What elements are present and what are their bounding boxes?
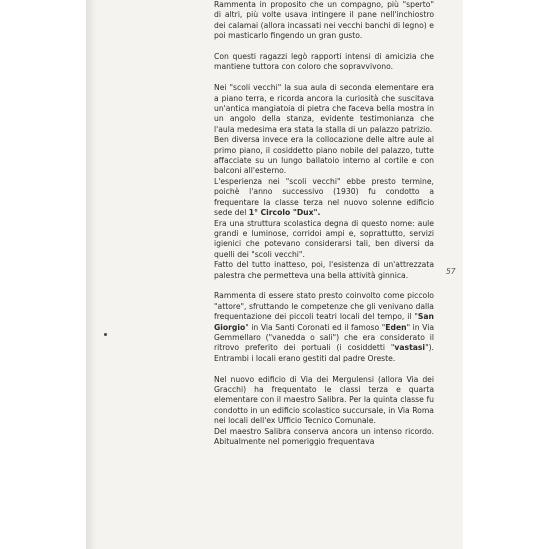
paragraph-amicizia: Con questi ragazzi legò rapporti intensi di amicizia che mantiene tuttora con coloro che sopravvivono. bbox=[214, 52, 434, 72]
paragraph-gap bbox=[214, 281, 434, 291]
teatro-eden: Eden bbox=[385, 322, 407, 332]
attore-text-2: " in Via Santi Coronati ed il famoso " bbox=[245, 322, 386, 332]
page-gutter-shadow bbox=[86, 0, 96, 549]
paragraph-aula-seconda: Nei "scoli vecchi" la sua aula di seconda elementare era a piano terra, e ricorda ancora la curiosità che suscitava un'antica mangiatoia di pietra che faceva bella mostra in un angolo della stanza, evidente testimonianza che l'aula medesima era stata la stalla di un palazzo patrizio. bbox=[214, 83, 434, 134]
circolo-dux-name: 1° Circolo "Dux". bbox=[248, 208, 321, 218]
attore-text-4: "). Entrambi i locali erano gestiti dal padre Oreste. bbox=[214, 343, 434, 363]
attore-text-3: " in Via Gemmellaro ("vanedda o sali") che era considerato il ritrovo preferito dei portuali (i cosiddetti " bbox=[214, 322, 435, 353]
print-speck bbox=[104, 333, 107, 336]
circolo-dux-text: L'esperienza nei "scoli vecchi" ebbe presto termine, poichè l'anno successivo (1930) fu condotto a frequentare la classe terza nel nuovo solenne edificio sede del bbox=[214, 176, 434, 218]
paragraph-mergulensi: Nel nuovo edificio di Via dei Mergulensi (allora Via dei Gracchi) ha frequentato le classi terza e quarta elementare con il maestro Salibra. Per la quinta classe fu condotto in un edificio scolastico succursale, in Via Roma nei locali dell'ex Ufficio Tecnico Comunale. bbox=[214, 374, 434, 426]
paragraph-gap bbox=[214, 73, 434, 83]
paragraph-maestro-salibra: Del maestro Salibra conserva ancora un intenso ricordo. Abitualmente nel pomeriggio frequentava bbox=[214, 426, 434, 446]
body-text bbox=[214, 0, 434, 447]
paragraph-struttura: Era una struttura scolastica degna di questo nome: aule grandi e luminose, corridoi ampi e, soprattutto, servizi igienici che potevano considerarsi tali, ben diversi da quelli dei "scoli vecchi". bbox=[214, 218, 434, 259]
paragraph-circolo-dux bbox=[214, 177, 434, 219]
paragraph-attore bbox=[214, 291, 434, 364]
paragraph-gap bbox=[214, 42, 434, 52]
paragraph-gap bbox=[214, 364, 434, 374]
teatro-san-giorgio: San Giorgio bbox=[214, 312, 434, 332]
paragraph-palestra: Fatto del tutto inatteso, poi, l'esistenza di un'attrezzata palestra che permetteva una bella attività ginnica. bbox=[214, 260, 434, 280]
vastasi-term: vastasi bbox=[394, 343, 426, 353]
page-number: 57 bbox=[446, 267, 456, 276]
attore-text-1: Rammenta di essere stato presto coinvolto come piccolo "attore", sfruttando le competenze che gli venivano dalla frequentazione dei piccoli teatri locali del tempo, il " bbox=[214, 291, 434, 322]
paragraph-primo-piano: Ben diversa invece era la collocazione delle altre aule al primo piano, il cosiddetto piano nobile del palazzo, tutte affacciate su un lungo ballatoio interno al cortile e con balconi all'esterno. bbox=[214, 135, 434, 176]
paragraph-pane-calamai: Rammenta in proposito che un compagno, più "sperto" di altri, più volte usava intingere il pane nell'inchiostro dei calamai (allora incassati nei vecchi banchi di legno) e poi masticarlo fingendo un gran gusto. bbox=[214, 0, 434, 41]
